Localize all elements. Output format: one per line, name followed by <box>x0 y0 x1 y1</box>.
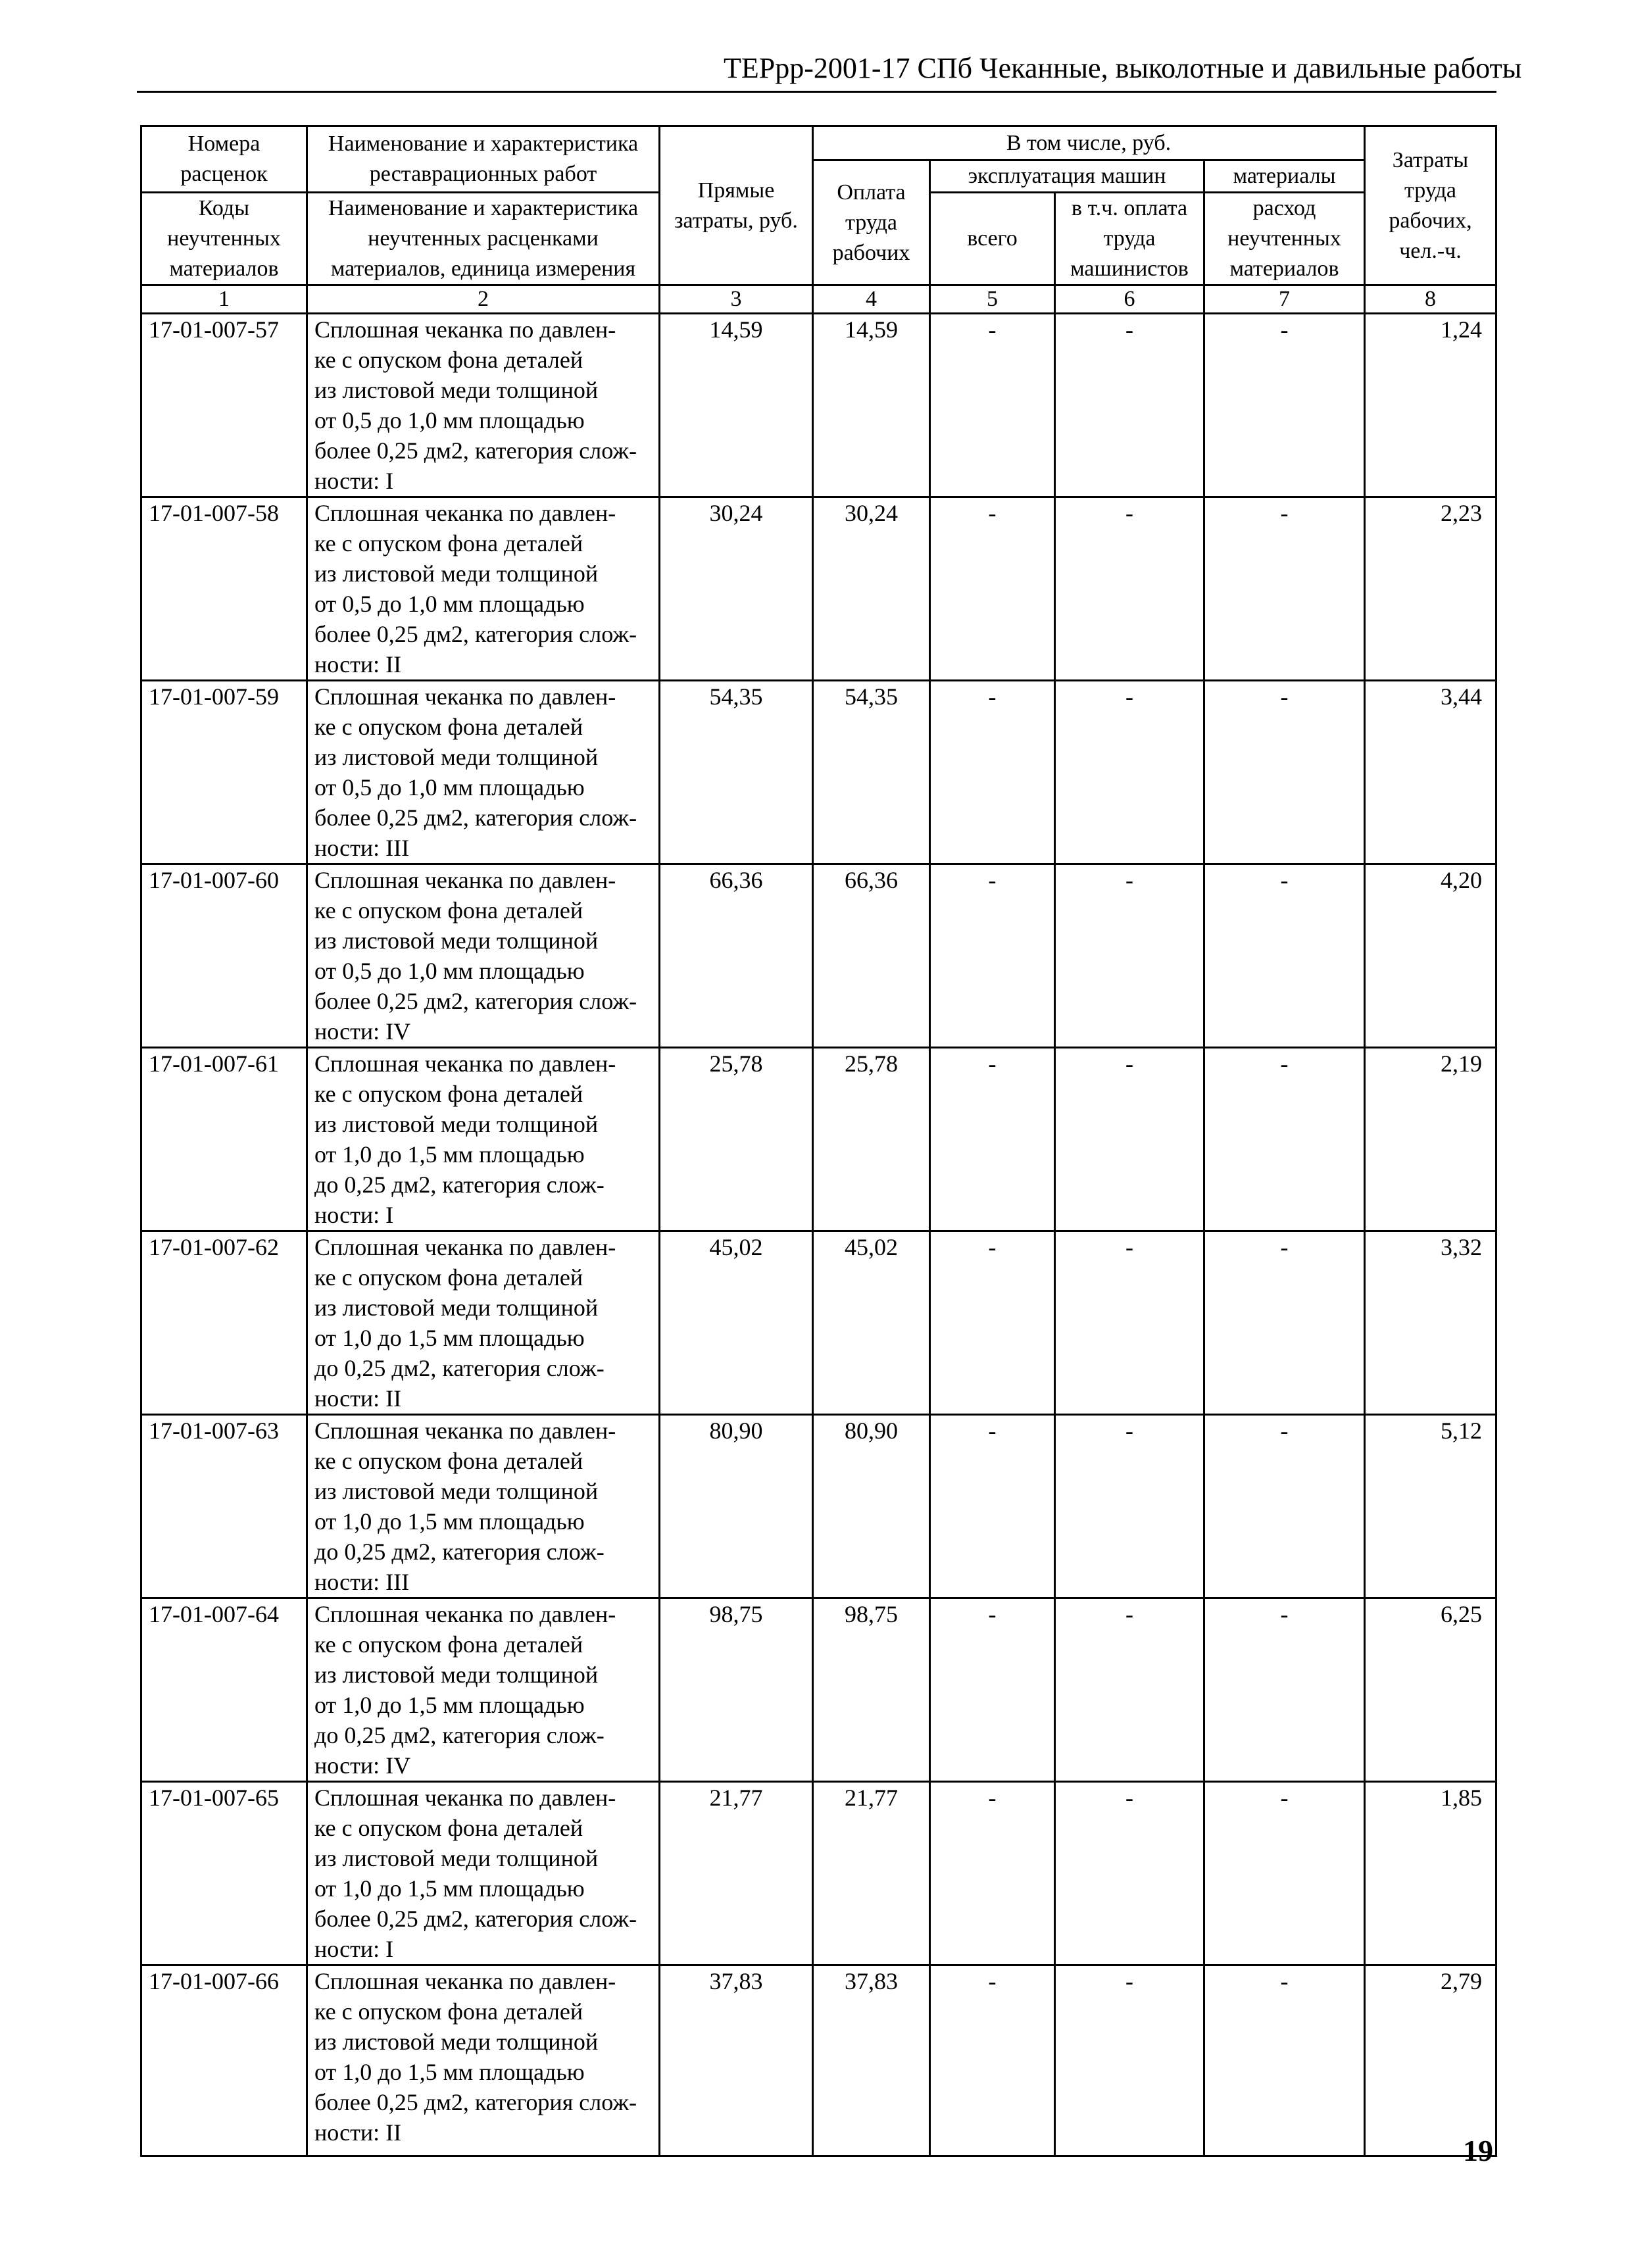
labor-hours-value: 3,32 <box>1365 1231 1496 1415</box>
header-machine-total: всего <box>930 193 1055 285</box>
direct-costs-value: 14,59 <box>660 314 813 497</box>
header-machinist-pay: в т.ч. оплата труда машинистов <box>1055 193 1204 285</box>
machine-total-value: - <box>930 1231 1055 1415</box>
labor-hours-value: 5,12 <box>1365 1415 1496 1598</box>
machinist-pay-value: - <box>1055 1048 1204 1231</box>
worker-pay-value: 45,02 <box>813 1231 930 1415</box>
materials-value: - <box>1204 681 1365 864</box>
machine-total-value: - <box>930 497 1055 681</box>
worker-pay-value: 54,35 <box>813 681 930 864</box>
work-description: Сплошная чеканка по давлен- ке с опуском фона деталей из листовой меди толщиной от 1,0 до 1,5 мм площадью более 0,25 дм2, категория слож- ности: I <box>307 1782 660 1965</box>
work-description: Сплошная чеканка по давлен- ке с опуском фона деталей из листовой меди толщиной от 0,5 до 1,0 мм площадью более 0,25 дм2, категория слож- ности: III <box>307 681 660 864</box>
header-materials: материалы <box>1204 160 1365 193</box>
table-row <box>141 681 1496 864</box>
worker-pay-value: 30,24 <box>813 497 930 681</box>
table-row <box>141 1231 1496 1415</box>
column-index: 6 <box>1055 285 1204 314</box>
materials-value: - <box>1204 1782 1365 1965</box>
work-description: Сплошная чеканка по давлен- ке с опуском фона деталей из листовой меди толщиной от 1,0 до 1,5 мм площадью до 0,25 дм2, категория слож- ности: I <box>307 1048 660 1231</box>
machinist-pay-value: - <box>1055 1231 1204 1415</box>
machinist-pay-value: - <box>1055 1965 1204 2156</box>
materials-value: - <box>1204 1231 1365 1415</box>
table-row <box>141 1048 1496 1231</box>
worker-pay-value: 25,78 <box>813 1048 930 1231</box>
table-body <box>141 314 1496 2156</box>
header-rule <box>137 91 1496 93</box>
table-header <box>141 126 1496 314</box>
column-index-row <box>141 285 1496 314</box>
machine-total-value: - <box>930 1048 1055 1231</box>
rate-code: 17-01-007-59 <box>141 681 307 864</box>
work-description: Сплошная чеканка по давлен- ке с опуском фона деталей из листовой меди толщиной от 1,0 до 1,5 мм площадью до 0,25 дм2, категория слож- ности: IV <box>307 1598 660 1782</box>
materials-value: - <box>1204 1048 1365 1231</box>
work-description: Сплошная чеканка по давлен- ке с опуском фона деталей из листовой меди толщиной от 1,0 до 1,5 мм площадью более 0,25 дм2, категория слож- ности: II <box>307 1965 660 2156</box>
worker-pay-value: 98,75 <box>813 1598 930 1782</box>
machinist-pay-value: - <box>1055 1415 1204 1598</box>
header-unaccounted-materials: расход неучтенных материалов <box>1204 193 1365 285</box>
column-index: 7 <box>1204 285 1365 314</box>
header-direct-costs: Прямые затраты, руб. <box>660 126 813 285</box>
labor-hours-value: 2,19 <box>1365 1048 1496 1231</box>
machinist-pay-value: - <box>1055 864 1204 1048</box>
header-material-names: Наименование и характеристика неучтенных расценками материалов, единица измерения <box>307 193 660 285</box>
direct-costs-value: 37,83 <box>660 1965 813 2156</box>
rate-code: 17-01-007-64 <box>141 1598 307 1782</box>
rate-code: 17-01-007-57 <box>141 314 307 497</box>
labor-hours-value: 1,85 <box>1365 1782 1496 1965</box>
worker-pay-value: 66,36 <box>813 864 930 1048</box>
machine-total-value: - <box>930 681 1055 864</box>
column-index: 1 <box>141 285 307 314</box>
machine-total-value: - <box>930 1598 1055 1782</box>
labor-hours-value: 2,79 <box>1365 1965 1496 2156</box>
column-index: 2 <box>307 285 660 314</box>
table-row <box>141 314 1496 497</box>
rate-code: 17-01-007-62 <box>141 1231 307 1415</box>
header-labor-hours: Затраты труда рабочих, чел.-ч. <box>1365 126 1496 285</box>
table-row <box>141 497 1496 681</box>
table-row <box>141 864 1496 1048</box>
machinist-pay-value: - <box>1055 681 1204 864</box>
machinist-pay-value: - <box>1055 1598 1204 1782</box>
materials-value: - <box>1204 1965 1365 2156</box>
machine-total-value: - <box>930 1965 1055 2156</box>
work-description: Сплошная чеканка по давлен- ке с опуском фона деталей из листовой меди толщиной от 0,5 до 1,0 мм площадью более 0,25 дм2, категория слож- ности: IV <box>307 864 660 1048</box>
rates-table <box>140 125 1497 2157</box>
header-material-codes: Коды неучтенных материалов <box>141 193 307 285</box>
column-index: 8 <box>1365 285 1496 314</box>
column-index: 3 <box>660 285 813 314</box>
header-machine-operation: эксплуатация машин <box>930 160 1204 193</box>
worker-pay-value: 80,90 <box>813 1415 930 1598</box>
page-number: 19 <box>1463 2134 1493 2167</box>
table-row <box>141 1965 1496 2156</box>
direct-costs-value: 25,78 <box>660 1048 813 1231</box>
worker-pay-value: 37,83 <box>813 1965 930 2156</box>
direct-costs-value: 30,24 <box>660 497 813 681</box>
work-description: Сплошная чеканка по давлен- ке с опуском фона деталей из листовой меди толщиной от 1,0 до 1,5 мм площадью до 0,25 дм2, категория слож- ности: III <box>307 1415 660 1598</box>
direct-costs-value: 98,75 <box>660 1598 813 1782</box>
table-row <box>141 1782 1496 1965</box>
page-header-title: ТЕРрр-2001-17 СПб Чеканные, выколотные и давильные работы <box>724 52 1522 84</box>
machinist-pay-value: - <box>1055 314 1204 497</box>
machinist-pay-value: - <box>1055 1782 1204 1965</box>
rate-code: 17-01-007-63 <box>141 1415 307 1598</box>
rate-code: 17-01-007-65 <box>141 1782 307 1965</box>
materials-value: - <box>1204 1598 1365 1782</box>
work-description: Сплошная чеканка по давлен- ке с опуском фона деталей из листовой меди толщиной от 0,5 до 1,0 мм площадью более 0,25 дм2, категория слож- ности: I <box>307 314 660 497</box>
column-index: 5 <box>930 285 1055 314</box>
labor-hours-value: 3,44 <box>1365 681 1496 864</box>
column-index: 4 <box>813 285 930 314</box>
labor-hours-value: 4,20 <box>1365 864 1496 1048</box>
header-worker-pay: Оплата труда рабочих <box>813 160 930 285</box>
rate-code: 17-01-007-61 <box>141 1048 307 1231</box>
direct-costs-value: 66,36 <box>660 864 813 1048</box>
machine-total-value: - <box>930 1415 1055 1598</box>
labor-hours-value: 2,23 <box>1365 497 1496 681</box>
materials-value: - <box>1204 864 1365 1048</box>
header-rate-numbers: Номера расценок <box>141 126 307 193</box>
direct-costs-value: 45,02 <box>660 1231 813 1415</box>
materials-value: - <box>1204 1415 1365 1598</box>
machine-total-value: - <box>930 864 1055 1048</box>
labor-hours-value: 6,25 <box>1365 1598 1496 1782</box>
machine-total-value: - <box>930 314 1055 497</box>
table-row <box>141 1415 1496 1598</box>
rate-code: 17-01-007-58 <box>141 497 307 681</box>
worker-pay-value: 21,77 <box>813 1782 930 1965</box>
work-description: Сплошная чеканка по давлен- ке с опуском фона деталей из листовой меди толщиной от 1,0 до 1,5 мм площадью до 0,25 дм2, категория слож- ности: II <box>307 1231 660 1415</box>
materials-value: - <box>1204 314 1365 497</box>
labor-hours-value: 1,24 <box>1365 314 1496 497</box>
direct-costs-value: 54,35 <box>660 681 813 864</box>
rate-code: 17-01-007-66 <box>141 1965 307 2156</box>
machinist-pay-value: - <box>1055 497 1204 681</box>
worker-pay-value: 14,59 <box>813 314 930 497</box>
direct-costs-value: 80,90 <box>660 1415 813 1598</box>
machine-total-value: - <box>930 1782 1055 1965</box>
table-row <box>141 1598 1496 1782</box>
work-description: Сплошная чеканка по давлен- ке с опуском фона деталей из листовой меди толщиной от 0,5 до 1,0 мм площадью более 0,25 дм2, категория слож- ности: II <box>307 497 660 681</box>
materials-value: - <box>1204 497 1365 681</box>
header-work-name: Наименование и характеристика реставрационных работ <box>307 126 660 193</box>
direct-costs-value: 21,77 <box>660 1782 813 1965</box>
rate-code: 17-01-007-60 <box>141 864 307 1048</box>
header-including-group: В том числе, руб. <box>813 126 1365 160</box>
